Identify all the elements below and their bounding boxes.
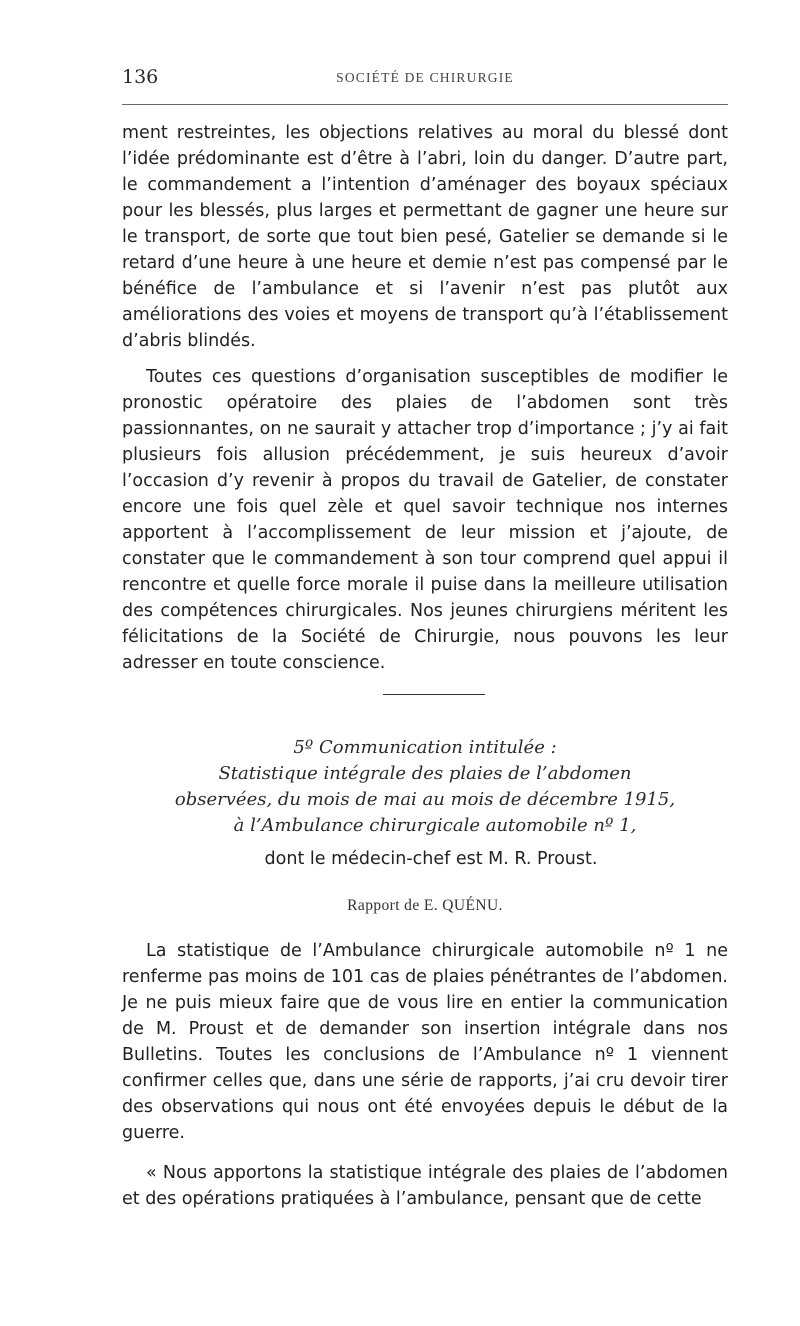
- paragraph-organisation: Toutes ces questions d’organisation susceptibles de modifier le pronostic opératoire des plaies de l’abdomen sont très passionnantes, on ne saurait y attacher trop d’importance ; j’y ai fait plusieurs fois allusion précédemment, je suis heureux d’avoir l’occasion d’y revenir à propos du travail de Gatelier, de constater encore une fois quel zèle et quel savoir technique nos internes apportent à l’accomplissement de leur mission et j’ajoute, de constater que le commandement à son tour comprend quel appui il rencontre et quelle force morale il puise dans la meilleure utilisation des compétences chirurgicales. Nos jeunes chirurgiens méritent les félicitations de la Société de Chirurgie, nous pouvons les leur adresser en toute conscience.: [122, 367, 728, 673]
- section-divider: [383, 694, 485, 695]
- running-header: [122, 66, 728, 90]
- page-number: 136: [122, 66, 159, 88]
- paragraph-continuation: ment restreintes, les objections relatives au moral du blessé dont l’idée prédominante est d’être à l’abri, loin du danger. D’autre part, le commandement a l’intention d’aménager des boyaux spéciaux pour les blessés, plus larges et permettant de gagner une heure sur le transport, de sorte que tout bien pesé, Gatelier se demande si le retard d’une heure à une heure et demie n’est pas compensé par le bénéfice de l’ambulance et si l’avenir n’est pas plutôt aux améliorations des voies et moyens de transport qu’à l’établissement d’abris blindés.: [122, 123, 728, 351]
- heading-line: à l’Ambulance chirurgicale automobile nº 1,: [233, 815, 637, 836]
- chief-physician-line: dont le médecin-chef est M. R. Proust.: [264, 849, 598, 869]
- heading-line: observées, du mois de mai au mois de décembre 1915,: [174, 789, 676, 810]
- header-divider: [122, 104, 728, 105]
- heading-line: Statistique intégrale des plaies de l’abdomen: [218, 763, 632, 784]
- paragraph-statistics: La statistique de l’Ambulance chirurgicale automobile nº 1 ne renferme pas moins de 101 cas de plaies pénétrantes de l’abdomen. Je ne puis mieux faire que de vous lire en entier la communication de M. Proust et de demander son insertion intégrale dans nos Bulletins. Toutes les conclusions de l’Ambulance nº 1 viennent confirmer celles que, dans une série de rapports, j’ai cru devoir tirer des observations qui nous ont été envoyées depuis le début de la guerre.: [122, 941, 728, 1143]
- communication-heading: [122, 735, 728, 839]
- heading-line: 5º Communication intitulée :: [293, 737, 557, 758]
- report-author: Rapport de E. QUÉNU.: [347, 897, 503, 914]
- paragraph-quotation: « Nous apportons la statistique intégrale des plaies de l’abdomen et des opérations pratiquées à l’ambulance, pensant que de cette: [122, 1163, 728, 1209]
- journal-title: SOCIÉTÉ DE CHIRURGIE: [336, 70, 514, 85]
